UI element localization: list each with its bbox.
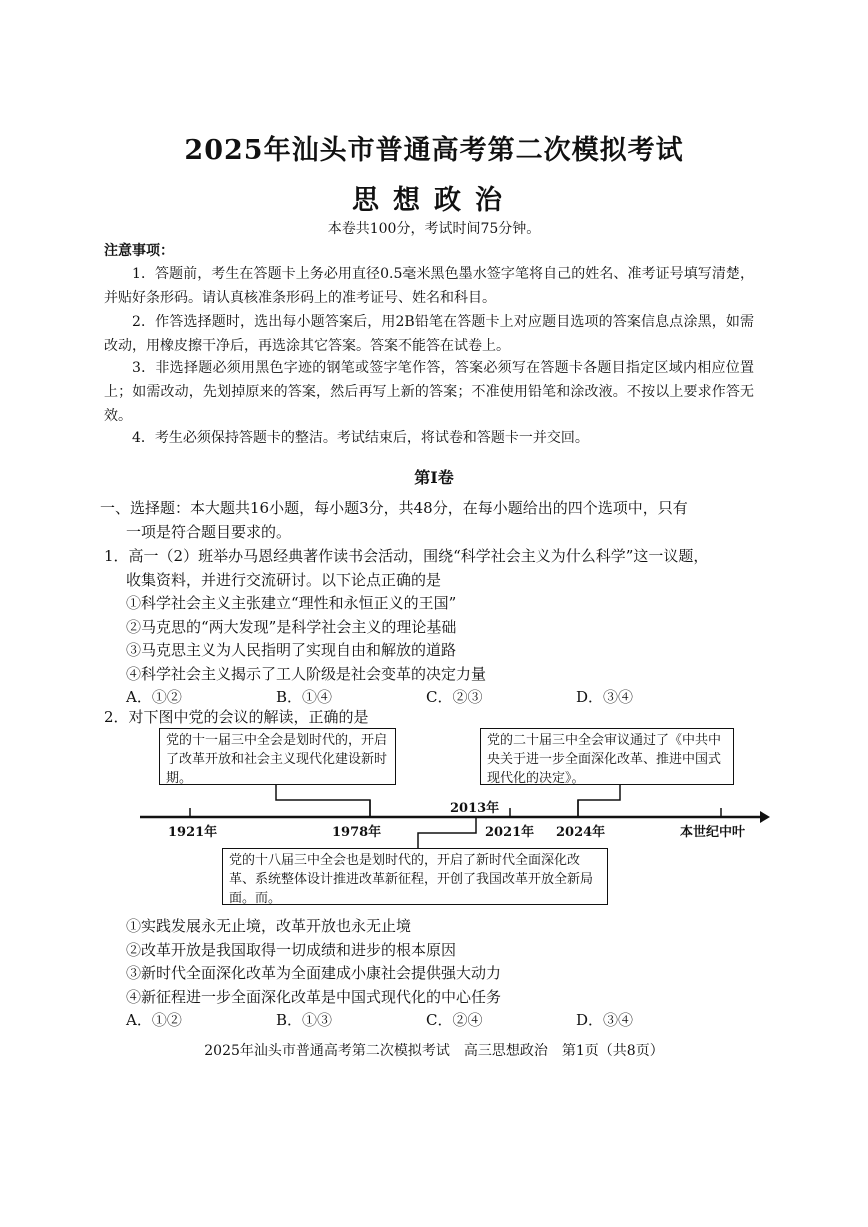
q2-option-c[interactable]: C．②④ (426, 1011, 483, 1029)
q1-stem-line-2: 收集资料，并进行交流研讨。以下论点正确的是 (126, 570, 442, 589)
year-label-2024: 2024年 (556, 825, 606, 840)
connector-2013 (418, 817, 476, 848)
exam-meta: 本卷共100分，考试时间75分钟。 (327, 221, 541, 237)
q2-statement-4: ④新征程进一步全面深化改革是中国式现代化的中心任务 (126, 987, 502, 1006)
q2-option-b[interactable]: B．①③ (276, 1011, 333, 1029)
year-label-1978: 1978年 (332, 825, 382, 840)
timeline-box-1978: 党的十一届三中全会是划时代的，开启了改革开放和社会主义现代化建设新时期。 (159, 728, 396, 785)
q2-statement-1: ①实践发展永无止境，改革开放也永无止境 (126, 917, 412, 935)
q1-statement-2: ②马克思的“两大发现”是科学社会主义的理论基础 (126, 617, 457, 636)
q1-option-d[interactable]: D．③④ (576, 688, 634, 706)
q2-statement-2: ②改革开放是我国取得一切成绩和进步的根本原因 (126, 940, 457, 959)
timeline-box-2013: 党的十八届三中全会也是划时代的，开启了新时代全面深化改革、系统整体设计推进改革新征程，开创了我国改革开放全新局面。而。 (222, 848, 608, 905)
q1-option-b[interactable]: B．①④ (276, 688, 333, 706)
notice-item-1: 1．答题前，考生在答题卡上务必用直径0.5毫米黑色墨水签字笔将自己的姓名、准考证号填写清楚，并贴好条形码。请认真核准条形码上的准考证号、姓名和科目。 (104, 266, 754, 306)
timeline-arrowhead (760, 811, 770, 823)
q1-option-a[interactable]: A．①② (126, 688, 182, 706)
q1-statement-3: ③马克思主义为人民指明了实现自由和解放的道路 (126, 641, 457, 659)
notice-item-2: 2．作答选择题时，选出每小题答案后，用2B铅笔在答题卡上对应题目选项的答案信息点涂黑，如需改动，用橡皮擦干净后，再选涂其它答案。答案不能答在试卷上。 (104, 314, 754, 354)
year-label-2021: 2021年 (485, 825, 535, 840)
notice-heading: 注意事项： (104, 243, 174, 259)
page-footer: 2025年汕头市普通高考第二次模拟考试 高三思想政治 第1页（共8页） (204, 1043, 664, 1059)
year-label-2013: 2013年 (450, 801, 500, 816)
q1-statement-1: ①科学社会主义主张建立“理性和永恒正义的王国” (126, 594, 457, 612)
section-label: 第Ⅰ卷 (414, 468, 454, 487)
q2-option-d[interactable]: D．③④ (576, 1011, 634, 1029)
q1-option-c[interactable]: C．②③ (426, 688, 483, 706)
q2-statement-3: ③新时代全面深化改革为全面建成小康社会提供强大动力 (126, 964, 502, 982)
exam-title: 2025年汕头市普通高考第二次模拟考试 (184, 135, 684, 166)
q2-stem: 2．对下图中党的会议的解读，正确的是 (104, 708, 369, 726)
question-2-body (104, 915, 754, 1033)
subject-title: 思想政治 (352, 185, 516, 216)
section-intro-line-1: 一、选择题：本大题共16小题，每小题3分，共48分，在每小题给出的四个选项中，只有 (100, 499, 688, 517)
q2-option-a[interactable]: A．①② (126, 1011, 182, 1029)
q2-options (104, 1009, 726, 1033)
connector-1978 (276, 785, 370, 817)
section-intro-line-2: 一项是符合题目要求的。 (126, 522, 292, 541)
q1-stem-line-1: 1．高一（2）班举办马恩经典著作读书会活动，围绕“科学社会主义为什么科学”这一议题， (104, 547, 709, 565)
notice-item-3: 3．非选择题必须用黑色字迹的钢笔或签字笔作答，答案必须写在答题卡各题目指定区域内相应位置上；如需改动，先划掉原来的答案，然后再写上新的答案；不准使用铅笔和涂改液。不按以上要求作答无效。 (104, 360, 754, 424)
q1-statement-4: ④科学社会主义揭示了工人阶级是社会变革的决定力量 (126, 664, 487, 683)
notice-item-4: 4．考生必须保持答题卡的整洁。考试结束后，将试卷和答题卡一并交回。 (132, 430, 589, 446)
label-mid-century: 本世纪中叶 (680, 825, 746, 840)
year-label-1921: 1921年 (168, 825, 218, 840)
timeline-box-2024: 党的二十届三中全会审议通过了《中共中央关于进一步全面深化改革、推进中国式现代化的决定》。 (480, 728, 734, 785)
